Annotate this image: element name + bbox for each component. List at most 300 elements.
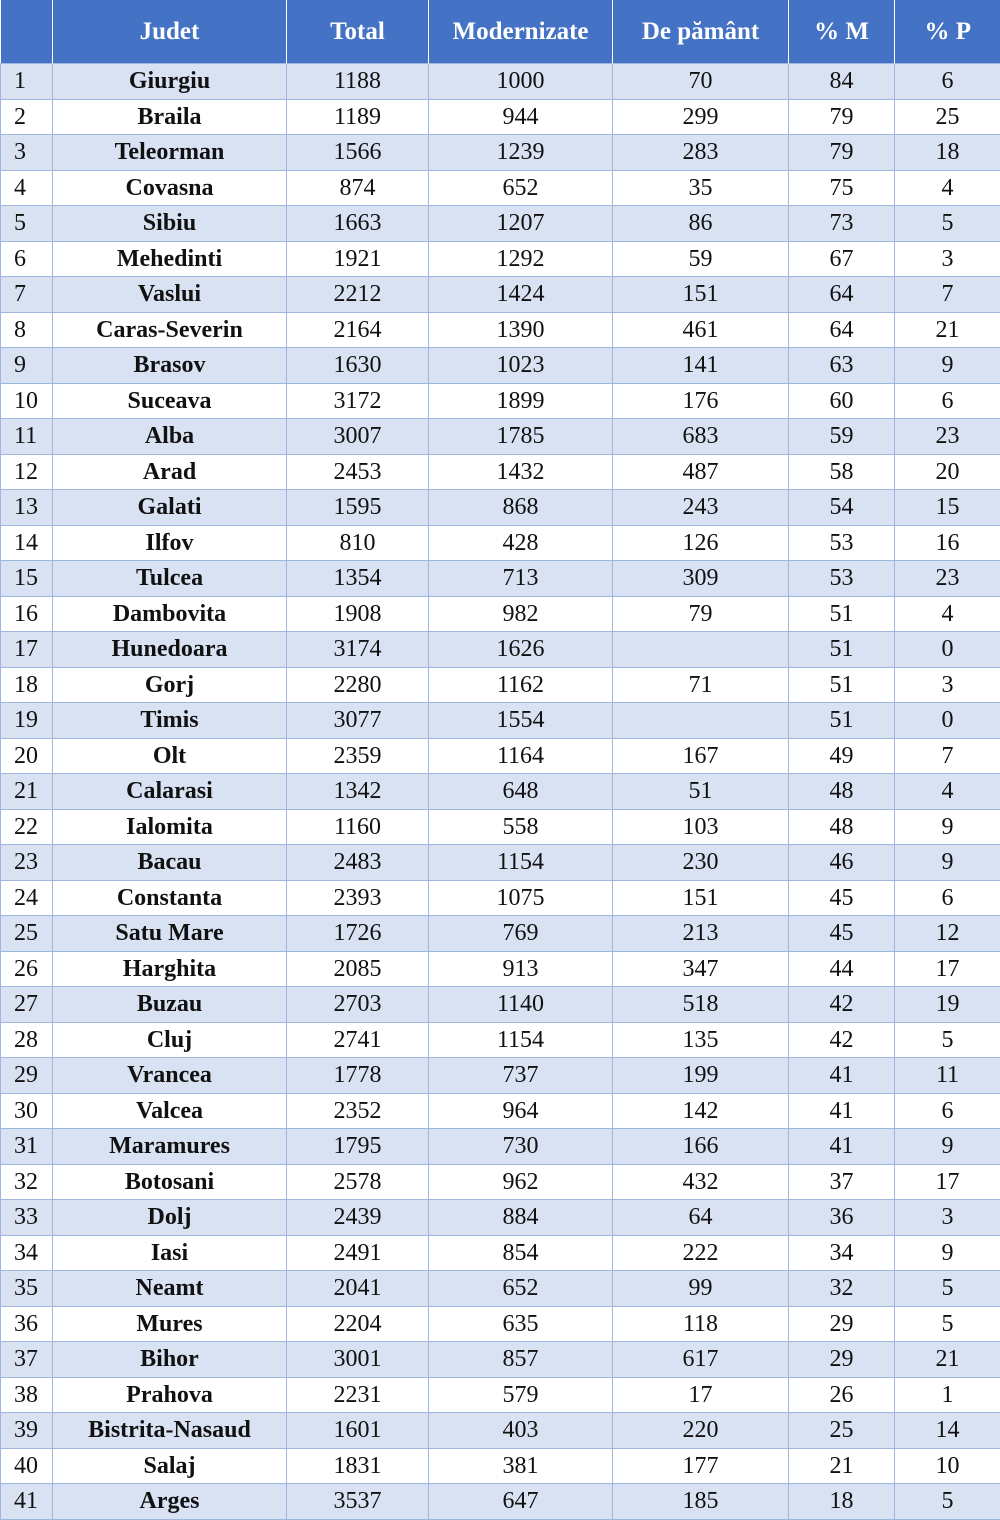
table-row [1, 1058, 1000, 1094]
county-name: Bistrita-Nasaud [53, 1413, 287, 1449]
total-cell: 1601 [287, 1413, 429, 1449]
pct-m-cell: 60 [789, 383, 895, 419]
pct-p-cell: 9 [895, 845, 1000, 881]
total-cell: 1908 [287, 596, 429, 632]
pct-m-cell: 64 [789, 277, 895, 313]
row-index: 22 [1, 809, 53, 845]
county-name: Buzau [53, 987, 287, 1023]
pct-p-cell: 23 [895, 419, 1000, 455]
modernizate-cell: 652 [429, 1271, 613, 1307]
county-name: Covasna [53, 170, 287, 206]
de-pamant-cell: 71 [613, 667, 789, 703]
row-index: 27 [1, 987, 53, 1023]
modernizate-cell: 962 [429, 1164, 613, 1200]
total-cell: 1342 [287, 774, 429, 810]
county-name: Ialomita [53, 809, 287, 845]
modernizate-cell: 1154 [429, 845, 613, 881]
pct-p-cell: 5 [895, 1271, 1000, 1307]
de-pamant-cell: 222 [613, 1235, 789, 1271]
county-name: Suceava [53, 383, 287, 419]
pct-m-cell: 45 [789, 916, 895, 952]
row-index: 30 [1, 1093, 53, 1129]
de-pamant-cell: 126 [613, 525, 789, 561]
de-pamant-cell: 683 [613, 419, 789, 455]
row-index: 5 [1, 206, 53, 242]
pct-m-cell: 42 [789, 1022, 895, 1058]
pct-m-cell: 54 [789, 490, 895, 526]
total-cell: 2041 [287, 1271, 429, 1307]
pct-p-cell: 3 [895, 1200, 1000, 1236]
header-total: Total [287, 0, 429, 64]
modernizate-cell: 381 [429, 1448, 613, 1484]
pct-m-cell: 37 [789, 1164, 895, 1200]
table-row [1, 1271, 1000, 1307]
county-name: Harghita [53, 951, 287, 987]
county-name: Brasov [53, 348, 287, 384]
de-pamant-cell: 167 [613, 738, 789, 774]
de-pamant-cell: 220 [613, 1413, 789, 1449]
de-pamant-cell: 617 [613, 1342, 789, 1378]
total-cell: 2085 [287, 951, 429, 987]
table-row [1, 1448, 1000, 1484]
modernizate-cell: 1207 [429, 206, 613, 242]
pct-p-cell: 5 [895, 1022, 1000, 1058]
pct-m-cell: 59 [789, 419, 895, 455]
pct-p-cell: 5 [895, 206, 1000, 242]
de-pamant-cell: 142 [613, 1093, 789, 1129]
table-row [1, 454, 1000, 490]
de-pamant-cell: 243 [613, 490, 789, 526]
total-cell: 1831 [287, 1448, 429, 1484]
modernizate-cell: 857 [429, 1342, 613, 1378]
de-pamant-cell: 70 [613, 64, 789, 100]
county-name: Cluj [53, 1022, 287, 1058]
pct-m-cell: 41 [789, 1058, 895, 1094]
pct-p-cell: 15 [895, 490, 1000, 526]
county-name: Vaslui [53, 277, 287, 313]
county-name: Constanta [53, 880, 287, 916]
pct-m-cell: 46 [789, 845, 895, 881]
table-row [1, 525, 1000, 561]
row-index: 32 [1, 1164, 53, 1200]
row-index: 13 [1, 490, 53, 526]
table-row [1, 880, 1000, 916]
table-row [1, 1377, 1000, 1413]
total-cell: 2741 [287, 1022, 429, 1058]
table-row [1, 1022, 1000, 1058]
pct-m-cell: 41 [789, 1093, 895, 1129]
total-cell: 2703 [287, 987, 429, 1023]
pct-m-cell: 34 [789, 1235, 895, 1271]
row-index: 17 [1, 632, 53, 668]
pct-p-cell: 4 [895, 170, 1000, 206]
county-name: Arad [53, 454, 287, 490]
modernizate-cell: 868 [429, 490, 613, 526]
county-name: Salaj [53, 1448, 287, 1484]
total-cell: 1795 [287, 1129, 429, 1165]
modernizate-cell: 1140 [429, 987, 613, 1023]
pct-m-cell: 29 [789, 1342, 895, 1378]
total-cell: 2164 [287, 312, 429, 348]
row-index: 4 [1, 170, 53, 206]
total-cell: 2212 [287, 277, 429, 313]
pct-p-cell: 3 [895, 667, 1000, 703]
de-pamant-cell: 230 [613, 845, 789, 881]
pct-p-cell: 14 [895, 1413, 1000, 1449]
table-row [1, 1484, 1000, 1520]
county-name: Sibiu [53, 206, 287, 242]
table-row [1, 312, 1000, 348]
de-pamant-cell: 79 [613, 596, 789, 632]
row-index: 8 [1, 312, 53, 348]
row-index: 23 [1, 845, 53, 881]
pct-m-cell: 41 [789, 1129, 895, 1165]
pct-m-cell: 58 [789, 454, 895, 490]
table-row [1, 1342, 1000, 1378]
modernizate-cell: 769 [429, 916, 613, 952]
row-index: 2 [1, 99, 53, 135]
pct-m-cell: 84 [789, 64, 895, 100]
row-index: 40 [1, 1448, 53, 1484]
modernizate-cell: 1164 [429, 738, 613, 774]
de-pamant-cell: 185 [613, 1484, 789, 1520]
county-name: Arges [53, 1484, 287, 1520]
modernizate-cell: 1899 [429, 383, 613, 419]
de-pamant-cell: 51 [613, 774, 789, 810]
total-cell: 3001 [287, 1342, 429, 1378]
pct-p-cell: 5 [895, 1484, 1000, 1520]
modernizate-cell: 1023 [429, 348, 613, 384]
pct-p-cell: 12 [895, 916, 1000, 952]
modernizate-cell: 884 [429, 1200, 613, 1236]
header-pct-p: % P [895, 0, 1000, 64]
pct-p-cell: 10 [895, 1448, 1000, 1484]
row-index: 26 [1, 951, 53, 987]
modernizate-cell: 964 [429, 1093, 613, 1129]
pct-m-cell: 51 [789, 703, 895, 739]
total-cell: 2453 [287, 454, 429, 490]
county-name: Alba [53, 419, 287, 455]
pct-p-cell: 19 [895, 987, 1000, 1023]
county-name: Iasi [53, 1235, 287, 1271]
total-cell: 3537 [287, 1484, 429, 1520]
total-cell: 3174 [287, 632, 429, 668]
pct-p-cell: 6 [895, 1093, 1000, 1129]
county-name: Teleorman [53, 135, 287, 171]
county-name: Dolj [53, 1200, 287, 1236]
modernizate-cell: 944 [429, 99, 613, 135]
total-cell: 3077 [287, 703, 429, 739]
pct-m-cell: 45 [789, 880, 895, 916]
pct-m-cell: 21 [789, 1448, 895, 1484]
de-pamant-cell: 432 [613, 1164, 789, 1200]
modernizate-cell: 982 [429, 596, 613, 632]
total-cell: 1726 [287, 916, 429, 952]
table-row [1, 596, 1000, 632]
row-index: 21 [1, 774, 53, 810]
county-name: Maramures [53, 1129, 287, 1165]
table-row [1, 490, 1000, 526]
de-pamant-cell: 518 [613, 987, 789, 1023]
modernizate-cell: 1292 [429, 241, 613, 277]
total-cell: 2393 [287, 880, 429, 916]
table-row [1, 845, 1000, 881]
pct-p-cell: 5 [895, 1306, 1000, 1342]
pct-p-cell: 21 [895, 1342, 1000, 1378]
county-name: Prahova [53, 1377, 287, 1413]
row-index: 25 [1, 916, 53, 952]
de-pamant-cell: 17 [613, 1377, 789, 1413]
modernizate-cell: 403 [429, 1413, 613, 1449]
pct-m-cell: 63 [789, 348, 895, 384]
row-index: 11 [1, 419, 53, 455]
modernizate-cell: 1154 [429, 1022, 613, 1058]
table-row [1, 206, 1000, 242]
modernizate-cell: 558 [429, 809, 613, 845]
modernizate-cell: 1239 [429, 135, 613, 171]
pct-p-cell: 4 [895, 596, 1000, 632]
county-name: Satu Mare [53, 916, 287, 952]
table-row [1, 419, 1000, 455]
county-name: Mehedinti [53, 241, 287, 277]
de-pamant-cell: 299 [613, 99, 789, 135]
modernizate-cell: 913 [429, 951, 613, 987]
table-row [1, 632, 1000, 668]
de-pamant-cell: 177 [613, 1448, 789, 1484]
modernizate-cell: 737 [429, 1058, 613, 1094]
pct-m-cell: 36 [789, 1200, 895, 1236]
de-pamant-cell: 64 [613, 1200, 789, 1236]
pct-m-cell: 51 [789, 632, 895, 668]
table-header [1, 0, 1000, 64]
table-row [1, 170, 1000, 206]
total-cell: 3172 [287, 383, 429, 419]
total-cell: 1188 [287, 64, 429, 100]
de-pamant-cell: 86 [613, 206, 789, 242]
pct-p-cell: 7 [895, 738, 1000, 774]
pct-m-cell: 48 [789, 774, 895, 810]
pct-m-cell: 73 [789, 206, 895, 242]
modernizate-cell: 428 [429, 525, 613, 561]
de-pamant-cell: 59 [613, 241, 789, 277]
pct-m-cell: 79 [789, 135, 895, 171]
modernizate-cell: 1424 [429, 277, 613, 313]
table-row [1, 99, 1000, 135]
de-pamant-cell: 461 [613, 312, 789, 348]
de-pamant-cell [613, 703, 789, 739]
pct-p-cell: 6 [895, 880, 1000, 916]
pct-p-cell: 23 [895, 561, 1000, 597]
county-name: Braila [53, 99, 287, 135]
modernizate-cell: 1626 [429, 632, 613, 668]
de-pamant-cell: 118 [613, 1306, 789, 1342]
table-row [1, 987, 1000, 1023]
row-index: 7 [1, 277, 53, 313]
county-name: Galati [53, 490, 287, 526]
pct-p-cell: 17 [895, 951, 1000, 987]
row-index: 28 [1, 1022, 53, 1058]
row-index: 36 [1, 1306, 53, 1342]
pct-m-cell: 79 [789, 99, 895, 135]
county-name: Vrancea [53, 1058, 287, 1094]
pct-m-cell: 26 [789, 1377, 895, 1413]
pct-p-cell: 9 [895, 1235, 1000, 1271]
modernizate-cell: 635 [429, 1306, 613, 1342]
row-index: 6 [1, 241, 53, 277]
pct-m-cell: 32 [789, 1271, 895, 1307]
pct-p-cell: 0 [895, 632, 1000, 668]
total-cell: 2280 [287, 667, 429, 703]
header-judet: Judet [53, 0, 287, 64]
pct-m-cell: 42 [789, 987, 895, 1023]
table-row [1, 809, 1000, 845]
modernizate-cell: 1075 [429, 880, 613, 916]
total-cell: 2578 [287, 1164, 429, 1200]
pct-m-cell: 44 [789, 951, 895, 987]
total-cell: 1921 [287, 241, 429, 277]
pct-m-cell: 53 [789, 525, 895, 561]
total-cell: 1663 [287, 206, 429, 242]
modernizate-cell: 1000 [429, 64, 613, 100]
de-pamant-cell: 309 [613, 561, 789, 597]
header-index [1, 0, 53, 64]
table-body [1, 64, 1000, 1520]
row-index: 29 [1, 1058, 53, 1094]
header-de-pamant: De pământ [613, 0, 789, 64]
pct-p-cell: 17 [895, 1164, 1000, 1200]
pct-p-cell: 3 [895, 241, 1000, 277]
table-row [1, 241, 1000, 277]
total-cell: 2359 [287, 738, 429, 774]
header-modernizate: Modernizate [429, 0, 613, 64]
table-row [1, 738, 1000, 774]
row-index: 16 [1, 596, 53, 632]
de-pamant-cell: 487 [613, 454, 789, 490]
pct-p-cell: 6 [895, 383, 1000, 419]
county-name: Bihor [53, 1342, 287, 1378]
row-index: 33 [1, 1200, 53, 1236]
pct-m-cell: 48 [789, 809, 895, 845]
total-cell: 1778 [287, 1058, 429, 1094]
row-index: 37 [1, 1342, 53, 1378]
pct-p-cell: 25 [895, 99, 1000, 135]
table-row [1, 667, 1000, 703]
table-row [1, 383, 1000, 419]
table-row [1, 1235, 1000, 1271]
table-row [1, 1200, 1000, 1236]
total-cell: 874 [287, 170, 429, 206]
county-name: Mures [53, 1306, 287, 1342]
de-pamant-cell: 141 [613, 348, 789, 384]
de-pamant-cell: 347 [613, 951, 789, 987]
total-cell: 1354 [287, 561, 429, 597]
row-index: 39 [1, 1413, 53, 1449]
de-pamant-cell: 166 [613, 1129, 789, 1165]
pct-m-cell: 51 [789, 596, 895, 632]
de-pamant-cell: 151 [613, 880, 789, 916]
county-name: Olt [53, 738, 287, 774]
de-pamant-cell: 35 [613, 170, 789, 206]
pct-m-cell: 67 [789, 241, 895, 277]
row-index: 20 [1, 738, 53, 774]
de-pamant-cell [613, 632, 789, 668]
pct-p-cell: 4 [895, 774, 1000, 810]
total-cell: 1595 [287, 490, 429, 526]
table-row [1, 774, 1000, 810]
modernizate-cell: 713 [429, 561, 613, 597]
modernizate-cell: 730 [429, 1129, 613, 1165]
total-cell: 1566 [287, 135, 429, 171]
de-pamant-cell: 151 [613, 277, 789, 313]
header-pct-m: % M [789, 0, 895, 64]
pct-p-cell: 9 [895, 1129, 1000, 1165]
de-pamant-cell: 135 [613, 1022, 789, 1058]
pct-m-cell: 25 [789, 1413, 895, 1449]
county-name: Bacau [53, 845, 287, 881]
row-index: 14 [1, 525, 53, 561]
total-cell: 3007 [287, 419, 429, 455]
pct-m-cell: 53 [789, 561, 895, 597]
row-index: 10 [1, 383, 53, 419]
modernizate-cell: 1785 [429, 419, 613, 455]
total-cell: 2491 [287, 1235, 429, 1271]
de-pamant-cell: 283 [613, 135, 789, 171]
row-index: 38 [1, 1377, 53, 1413]
table-row [1, 348, 1000, 384]
modernizate-cell: 1554 [429, 703, 613, 739]
modernizate-cell: 1390 [429, 312, 613, 348]
table-row [1, 1164, 1000, 1200]
row-index: 31 [1, 1129, 53, 1165]
total-cell: 2231 [287, 1377, 429, 1413]
pct-m-cell: 75 [789, 170, 895, 206]
pct-p-cell: 1 [895, 1377, 1000, 1413]
total-cell: 2352 [287, 1093, 429, 1129]
total-cell: 2439 [287, 1200, 429, 1236]
row-index: 12 [1, 454, 53, 490]
row-index: 35 [1, 1271, 53, 1307]
county-name: Dambovita [53, 596, 287, 632]
modernizate-cell: 647 [429, 1484, 613, 1520]
pct-p-cell: 0 [895, 703, 1000, 739]
total-cell: 1630 [287, 348, 429, 384]
total-cell: 810 [287, 525, 429, 561]
pct-p-cell: 20 [895, 454, 1000, 490]
modernizate-cell: 579 [429, 1377, 613, 1413]
de-pamant-cell: 103 [613, 809, 789, 845]
table-row [1, 64, 1000, 100]
table-row [1, 277, 1000, 313]
header-row [1, 0, 1000, 64]
row-index: 24 [1, 880, 53, 916]
table-row [1, 1306, 1000, 1342]
county-name: Neamt [53, 1271, 287, 1307]
county-name: Gorj [53, 667, 287, 703]
county-name: Caras-Severin [53, 312, 287, 348]
modernizate-cell: 1432 [429, 454, 613, 490]
county-name: Valcea [53, 1093, 287, 1129]
table-row [1, 135, 1000, 171]
de-pamant-cell: 213 [613, 916, 789, 952]
pct-m-cell: 64 [789, 312, 895, 348]
modernizate-cell: 854 [429, 1235, 613, 1271]
de-pamant-cell: 176 [613, 383, 789, 419]
row-index: 18 [1, 667, 53, 703]
pct-p-cell: 16 [895, 525, 1000, 561]
county-name: Timis [53, 703, 287, 739]
county-name: Giurgiu [53, 64, 287, 100]
table-row [1, 1129, 1000, 1165]
